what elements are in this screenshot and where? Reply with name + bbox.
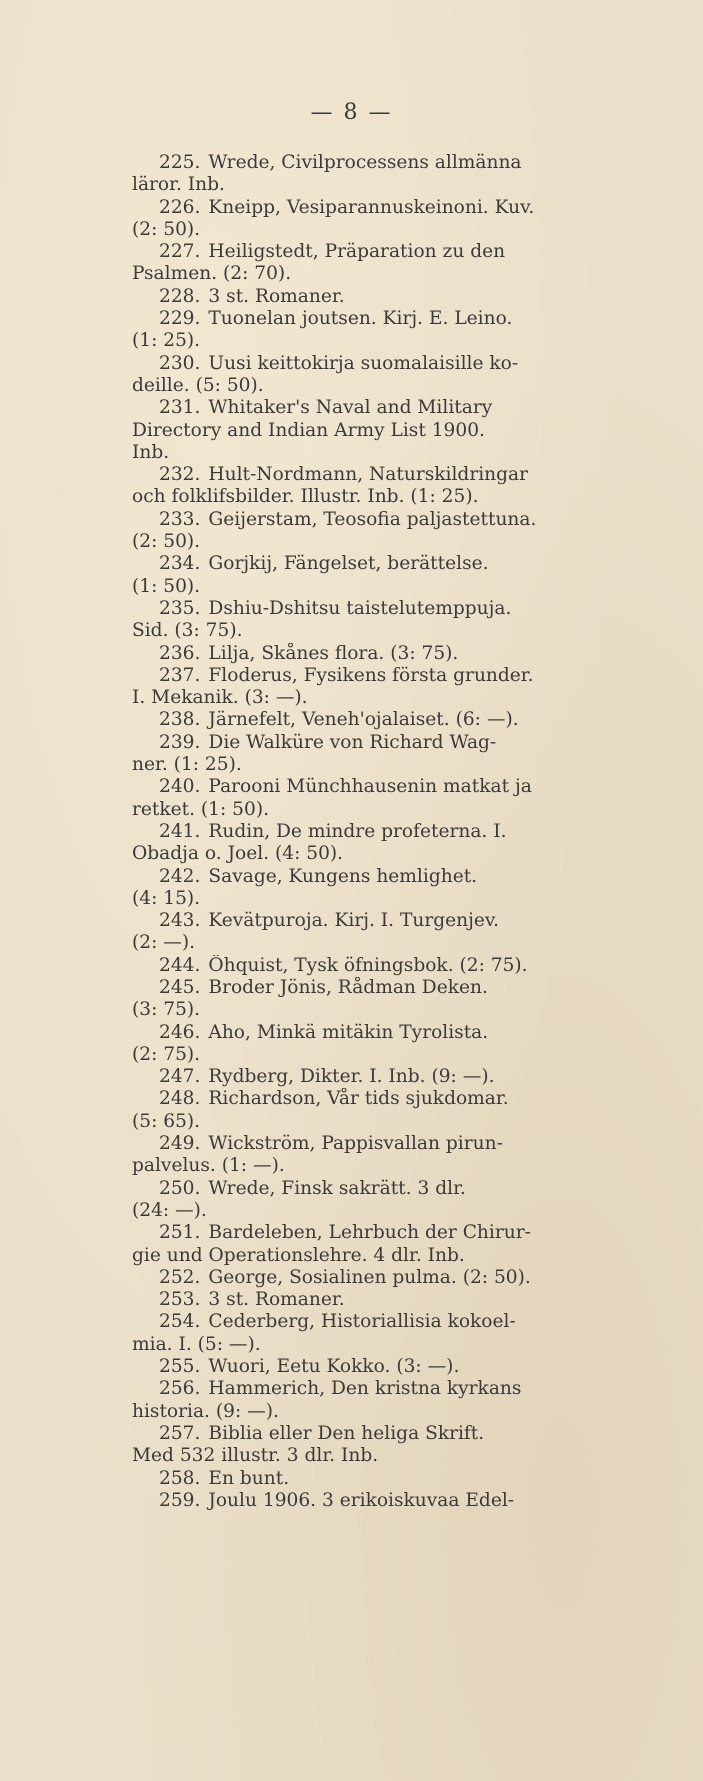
entry-text: retket. (1: 50). [132, 798, 270, 820]
entry-first-line [132, 241, 602, 263]
catalog-entry [132, 866, 602, 911]
entry-text: Psalmen. (2: 70). [132, 263, 292, 285]
entry-text: (1: 25). [132, 330, 201, 352]
entry-first-line [132, 1356, 602, 1378]
entry-first-line [132, 197, 602, 219]
entry-number: 244. [159, 954, 201, 976]
entry-first-line [132, 1178, 602, 1200]
entry-text: Geijerstam, Teosofia paljastettuna. [208, 508, 537, 530]
entry-text: mia. I. (5: —). [132, 1333, 261, 1355]
catalog-entry [132, 1289, 602, 1311]
catalog-entry [132, 241, 602, 286]
entry-text: (3: 75). [132, 999, 201, 1021]
catalog-entry [132, 1423, 602, 1468]
entry-text: Broder Jönis, Rådman Deken. [208, 976, 488, 998]
entry-first-line [132, 821, 602, 843]
catalog-entry [132, 977, 602, 1022]
entry-continuation-line [132, 442, 602, 464]
entry-first-line [132, 308, 602, 330]
entry-first-line [132, 509, 602, 531]
entry-continuation-line [132, 174, 602, 196]
entry-text: Hammerich, Den kristna kyrkans [208, 1378, 522, 1400]
entry-first-line [132, 353, 602, 375]
entry-text: Biblia eller Den heliga Skrift. [208, 1422, 485, 1444]
catalog-entry [132, 910, 602, 955]
catalog-entry [132, 776, 602, 821]
entry-text: Uusi keittokirja suomalaisille ko- [208, 352, 519, 374]
catalog-entry [132, 1311, 602, 1356]
entry-text: (24: —). [132, 1199, 207, 1221]
entry-continuation-line [132, 1111, 602, 1133]
entry-first-line [132, 776, 602, 798]
entry-number: 238. [159, 709, 201, 731]
entry-text: Rydberg, Dikter. I. Inb. (9: —). [208, 1066, 495, 1088]
entry-text: (1: 50). [132, 575, 201, 597]
entry-continuation-line [132, 1044, 602, 1066]
entry-continuation-line [132, 420, 602, 442]
entry-first-line [132, 1378, 602, 1400]
catalog-entry [132, 821, 602, 866]
entry-continuation-line [132, 1401, 602, 1423]
entry-number: 245. [159, 976, 201, 998]
entry-text: Rudin, De mindre profeterna. I. [208, 820, 507, 842]
entry-number: 233. [159, 508, 201, 530]
catalog-entry [132, 1356, 602, 1378]
entry-continuation-line [132, 687, 602, 709]
entry-text: Bardeleben, Lehrbuch der Chirur- [208, 1222, 531, 1244]
entry-text: (5: 65). [132, 1110, 201, 1132]
catalog-entry [132, 353, 602, 398]
entry-first-line [132, 553, 602, 575]
catalog-entry [132, 308, 602, 353]
entry-continuation-line [132, 754, 602, 776]
entry-text: Wuori, Eetu Kokko. (3: —). [208, 1356, 460, 1378]
entry-continuation-line [132, 263, 602, 285]
entry-first-line [132, 732, 602, 754]
entry-continuation-line [132, 219, 602, 241]
entry-number: 243. [159, 910, 201, 932]
entry-text: Inb. [132, 441, 170, 463]
entry-text: Savage, Kungens hemlighet. [208, 865, 478, 887]
entry-number: 240. [159, 776, 201, 798]
entry-text: Richardson, Vår tids sjukdomar. [208, 1088, 509, 1110]
entry-text: Sid. (3: 75). [132, 620, 243, 642]
entry-text: (2: 50). [132, 218, 201, 240]
entry-number: 228. [159, 285, 201, 307]
entry-text: Med 532 illustr. 3 dlr. Inb. [132, 1445, 379, 1467]
entry-first-line [132, 152, 602, 174]
entry-text: Öhquist, Tysk öfningsbok. (2: 75). [208, 954, 528, 976]
entry-continuation-line [132, 843, 602, 865]
entry-number: 226. [159, 196, 201, 218]
entry-text: Gorjkij, Fängelset, berättelse. [208, 553, 489, 575]
catalog-entry [132, 1490, 602, 1512]
catalog-entry [132, 732, 602, 777]
entry-text: Wrede, Finsk sakrätt. 3 dlr. [208, 1177, 466, 1199]
entry-text: Kevätpuroja. Kirj. I. Turgenjev. [208, 910, 500, 932]
entry-text: Aho, Minkä mitäkin Tyrolista. [208, 1021, 489, 1043]
entry-continuation-line [132, 1155, 602, 1177]
entry-text: En bunt. [208, 1467, 290, 1489]
catalog-entry [132, 1088, 602, 1133]
catalog-entry [132, 1468, 602, 1490]
catalog-entry-list [132, 152, 602, 1512]
entry-text: Floderus, Fysikens första grunder. [208, 664, 534, 686]
entry-first-line [132, 598, 602, 620]
entry-text: Tuonelan joutsen. Kirj. E. Leino. [208, 308, 513, 330]
page-number: — 8 — [310, 100, 393, 125]
entry-number: 248. [159, 1088, 201, 1110]
entry-number: 256. [159, 1378, 201, 1400]
entry-continuation-line [132, 531, 602, 553]
entry-number: 225. [159, 152, 201, 173]
catalog-entry [132, 397, 602, 464]
entry-continuation-line [132, 799, 602, 821]
entry-number: 234. [159, 553, 201, 575]
entry-text: 3 st. Romaner. [208, 1289, 345, 1311]
entry-number: 236. [159, 642, 201, 664]
entry-number: 255. [159, 1356, 201, 1378]
catalog-entry [132, 152, 602, 197]
entry-first-line [132, 955, 602, 977]
entry-text: Whitaker's Naval and Military [208, 397, 493, 419]
entry-text: Heiligstedt, Präparation zu den [208, 241, 506, 263]
entry-number: 257. [159, 1422, 201, 1444]
catalog-entry [132, 286, 602, 308]
entry-first-line [132, 1066, 602, 1088]
entry-first-line [132, 866, 602, 888]
catalog-entry [132, 464, 602, 509]
entry-text: ner. (1: 25). [132, 754, 242, 776]
entry-first-line [132, 1222, 602, 1244]
entry-text: Dshiu-Dshitsu taistelutemppuja. [208, 597, 512, 619]
entry-number: 250. [159, 1177, 201, 1199]
entry-number: 254. [159, 1311, 201, 1333]
entry-text: (2: 50). [132, 531, 201, 553]
entry-text: Obadja o. Joel. (4: 50). [132, 843, 344, 865]
entry-text: George, Sosialinen pulma. (2: 50). [208, 1266, 531, 1288]
entry-text: palvelus. (1: —). [132, 1155, 285, 1177]
entry-text: Directory and Indian Army List 1900. [132, 419, 485, 441]
catalog-entry [132, 1133, 602, 1178]
catalog-entry [132, 197, 602, 242]
entry-continuation-line [132, 486, 602, 508]
catalog-entry [132, 553, 602, 598]
entry-continuation-line [132, 1245, 602, 1267]
catalog-entry [132, 955, 602, 977]
catalog-entry [132, 1066, 602, 1088]
entry-text: historia. (9: —). [132, 1400, 279, 1422]
entry-number: 246. [159, 1021, 201, 1043]
entry-first-line [132, 1133, 602, 1155]
entry-text: Wrede, Civilprocessens allmänna [208, 152, 522, 173]
entry-continuation-line [132, 375, 602, 397]
entry-number: 232. [159, 464, 201, 486]
entry-first-line [132, 1267, 602, 1289]
entry-number: 227. [159, 241, 201, 263]
entry-text: deille. (5: 50). [132, 374, 264, 396]
entry-text: I. Mekanik. (3: —). [132, 687, 308, 709]
catalog-entry [132, 1378, 602, 1423]
entry-first-line [132, 709, 602, 731]
entry-continuation-line [132, 1445, 602, 1467]
entry-text: (4: 15). [132, 887, 201, 909]
entry-number: 241. [159, 820, 201, 842]
entry-text: Wickström, Pappisvallan pirun- [208, 1133, 503, 1155]
entry-first-line [132, 643, 602, 665]
entry-text: Joulu 1906. 3 erikoiskuvaa Edel- [208, 1489, 515, 1511]
entry-continuation-line [132, 620, 602, 642]
entry-continuation-line [132, 1334, 602, 1356]
catalog-entry [132, 598, 602, 643]
entry-number: 253. [159, 1289, 201, 1311]
catalog-entry [132, 1267, 602, 1289]
entry-number: 242. [159, 865, 201, 887]
entry-number: 249. [159, 1133, 201, 1155]
entry-first-line [132, 1423, 602, 1445]
catalog-entry [132, 1178, 602, 1223]
entry-number: 252. [159, 1266, 201, 1288]
entry-text: Kneipp, Vesiparannuskeinoni. Kuv. [208, 196, 535, 218]
entry-text: läror. Inb. [132, 174, 225, 196]
entry-number: 230. [159, 352, 201, 374]
entry-first-line [132, 910, 602, 932]
entry-first-line [132, 1088, 602, 1110]
entry-first-line [132, 1311, 602, 1333]
entry-number: 231. [159, 397, 201, 419]
entry-first-line [132, 464, 602, 486]
catalog-entry [132, 709, 602, 731]
entry-number: 229. [159, 308, 201, 330]
entry-first-line [132, 1289, 602, 1311]
entry-number: 239. [159, 731, 201, 753]
entry-first-line [132, 665, 602, 687]
entry-first-line [132, 977, 602, 999]
entry-text: Lilja, Skånes flora. (3: 75). [208, 642, 459, 664]
entry-text: 3 st. Romaner. [208, 285, 345, 307]
entry-text: Parooni Münchhausenin matkat ja [208, 776, 532, 798]
entry-text: Järnefelt, Veneh'ojalaiset. (6: —). [208, 709, 519, 731]
catalog-entry [132, 643, 602, 665]
entry-continuation-line [132, 932, 602, 954]
entry-text: gie und Operationslehre. 4 dlr. Inb. [132, 1244, 465, 1266]
entry-text: Hult-Nordmann, Naturskildringar [208, 464, 529, 486]
entry-first-line [132, 1490, 602, 1512]
entry-number: 259. [159, 1489, 201, 1511]
entry-number: 237. [159, 664, 201, 686]
entry-number: 258. [159, 1467, 201, 1489]
entry-continuation-line [132, 330, 602, 352]
catalog-entry [132, 509, 602, 554]
entry-continuation-line [132, 1200, 602, 1222]
entry-continuation-line [132, 576, 602, 598]
catalog-entry [132, 1022, 602, 1067]
entry-text: Cederberg, Historiallisia kokoel- [208, 1311, 516, 1333]
entry-number: 247. [159, 1066, 201, 1088]
entry-number: 235. [159, 597, 201, 619]
entry-text: (2: —). [132, 932, 196, 954]
entry-first-line [132, 1022, 602, 1044]
entry-text: Die Walküre von Richard Wag- [208, 731, 497, 753]
catalog-entry [132, 1222, 602, 1267]
entry-text: och folklifsbilder. Illustr. Inb. (1: 25). [132, 486, 479, 508]
catalog-entry [132, 665, 602, 710]
entry-first-line [132, 286, 602, 308]
entry-continuation-line [132, 888, 602, 910]
entry-first-line [132, 397, 602, 419]
entry-text: (2: 75). [132, 1043, 201, 1065]
entry-continuation-line [132, 999, 602, 1021]
entry-number: 251. [159, 1222, 201, 1244]
entry-first-line [132, 1468, 602, 1490]
